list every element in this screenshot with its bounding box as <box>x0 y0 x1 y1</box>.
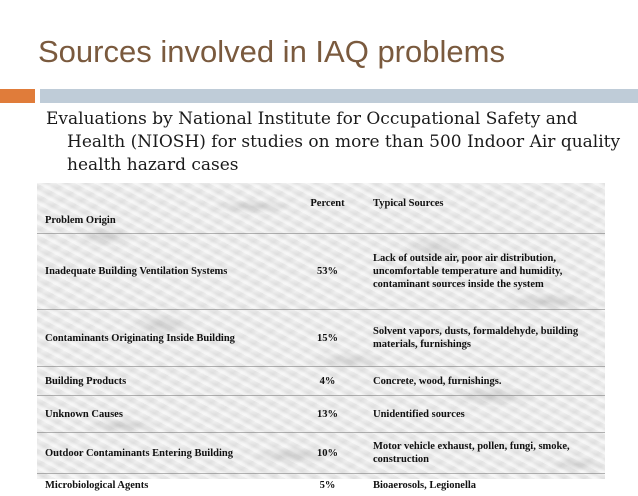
typical-sources-cell: Lack of outside air, poor air distribution, uncomfortable temperature and humidity, contaminant sources inside the system <box>367 234 605 310</box>
problem-origin-cell: Outdoor Contaminants Entering Building <box>37 433 288 474</box>
typical-sources-cell: Bioaerosols, Legionella <box>367 474 605 496</box>
percent-cell: 15% <box>288 310 367 367</box>
problem-origin-cell: Building Products <box>37 367 288 396</box>
table-row <box>37 396 605 433</box>
percent-cell: 5% <box>288 474 367 496</box>
header-typical-sources: Typical Sources <box>367 185 605 234</box>
header-percent: Percent <box>288 185 367 234</box>
percent-cell: 10% <box>288 433 367 474</box>
percent-cell: 4% <box>288 367 367 396</box>
typical-sources-cell: Motor vehicle exhaust, pollen, fungi, smoke, construction <box>367 433 605 474</box>
table-row <box>37 433 605 474</box>
problem-origin-cell: Inadequate Building Ventilation Systems <box>37 234 288 310</box>
header-problem-origin: Problem Origin <box>37 185 288 234</box>
iaq-sources-table <box>37 185 605 496</box>
percent-cell: 13% <box>288 396 367 433</box>
percent-cell: 53% <box>288 234 367 310</box>
table-row <box>37 474 605 496</box>
typical-sources-cell: Solvent vapors, dusts, formaldehyde, building materials, furnishings <box>367 310 605 367</box>
problem-origin-cell: Contaminants Originating Inside Building <box>37 310 288 367</box>
accent-bar-blue <box>40 89 638 103</box>
table-row <box>37 367 605 396</box>
problem-origin-cell: Microbiological Agents <box>37 474 288 496</box>
table-row <box>37 234 605 310</box>
table-row <box>37 310 605 367</box>
slide-subtitle: Evaluations by National Institute for Occupational Safety and Health (NIOSH) for studies on more than 500 Indoor Air quality health hazard cases <box>46 108 627 177</box>
typical-sources-cell: Concrete, wood, furnishings. <box>367 367 605 396</box>
slide-title: Sources involved in IAQ problems <box>38 30 505 74</box>
typical-sources-cell: Unidentified sources <box>367 396 605 433</box>
accent-bar-orange <box>0 89 35 103</box>
table-header-row <box>37 185 605 234</box>
problem-origin-cell: Unknown Causes <box>37 396 288 433</box>
